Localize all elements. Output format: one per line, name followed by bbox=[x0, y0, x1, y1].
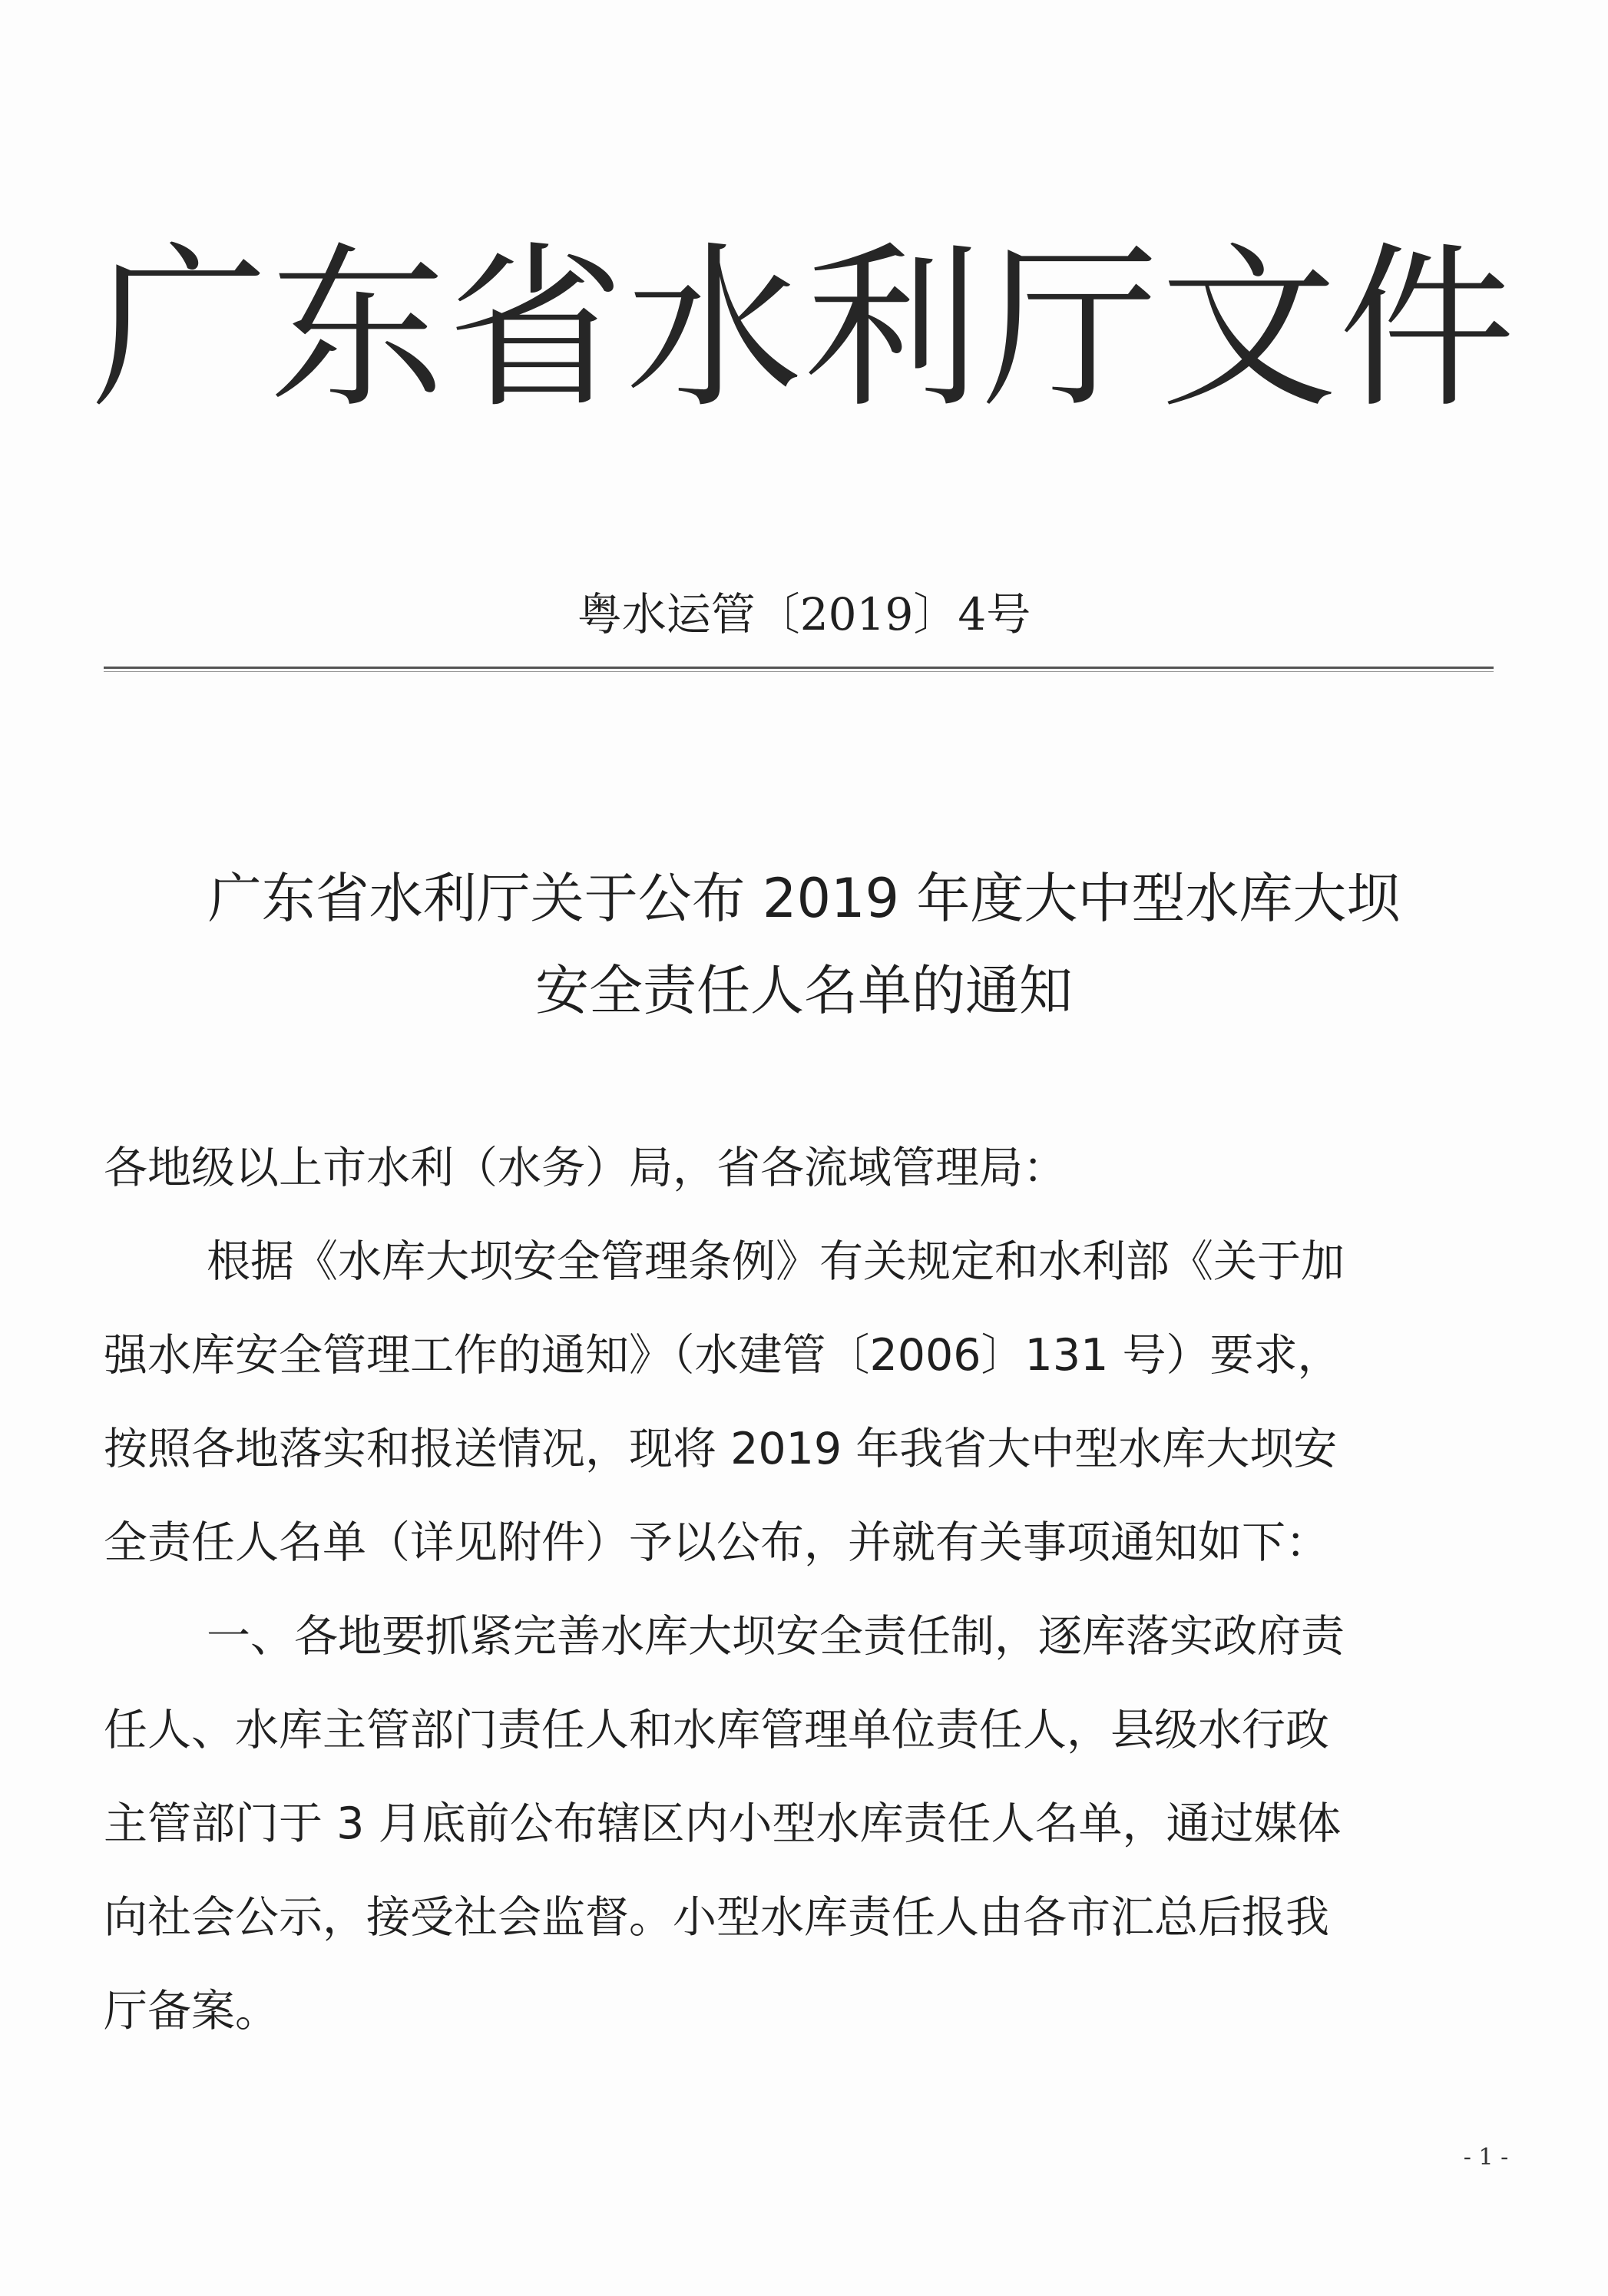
notice-body bbox=[104, 1121, 1509, 2058]
header-divider-thin bbox=[104, 671, 1494, 672]
document-number: 粤水运管〔2019〕4号 bbox=[577, 588, 1031, 640]
notice-title-line-1: 广东省水利厅关于公布 2019 年度大中型水库大坝 bbox=[207, 867, 1401, 930]
salutation: 各地级以上市水利（水务）局，省各流域管理局： bbox=[104, 1143, 1067, 1193]
document-masthead: 广东省水利厅文件 bbox=[91, 227, 1517, 432]
paragraph-1-line: 按照各地落实和报送情况，现将 2019 年我省大中型水库大坝安 bbox=[104, 1424, 1338, 1474]
paragraph-2-line: 向社会公示，接受社会监督。小型水库责任人由各市汇总后报我 bbox=[104, 1892, 1329, 1943]
header-divider bbox=[104, 667, 1494, 669]
page-number: - 1 - bbox=[1463, 2144, 1509, 2171]
paragraph-2-line: 一、各地要抓紧完善水库大坝安全责任制，逐库落实政府责 bbox=[207, 1611, 1345, 1662]
paragraph-1-line: 根据《水库大坝安全管理条例》有关规定和水利部《关于加 bbox=[207, 1236, 1345, 1287]
notice-title bbox=[0, 852, 1608, 1037]
paragraph-1-line: 全责任人名单（详见附件）予以公布，并就有关事项通知如下： bbox=[104, 1517, 1329, 1568]
paragraph-2-line: 任人、水库主管部门责任人和水库管理单位责任人，县级水行政 bbox=[104, 1705, 1329, 1755]
paragraph-2-line: 主管部门于 3 月底前公布辖区内小型水库责任人名单，通过媒体 bbox=[104, 1798, 1342, 1849]
notice-title-line-2: 安全责任人名单的通知 bbox=[535, 959, 1073, 1022]
paragraph-2-line: 厅备案。 bbox=[104, 1986, 279, 2036]
paragraph-1-line: 强水库安全管理工作的通知》（水建管〔2006〕131 号）要求， bbox=[104, 1330, 1342, 1381]
